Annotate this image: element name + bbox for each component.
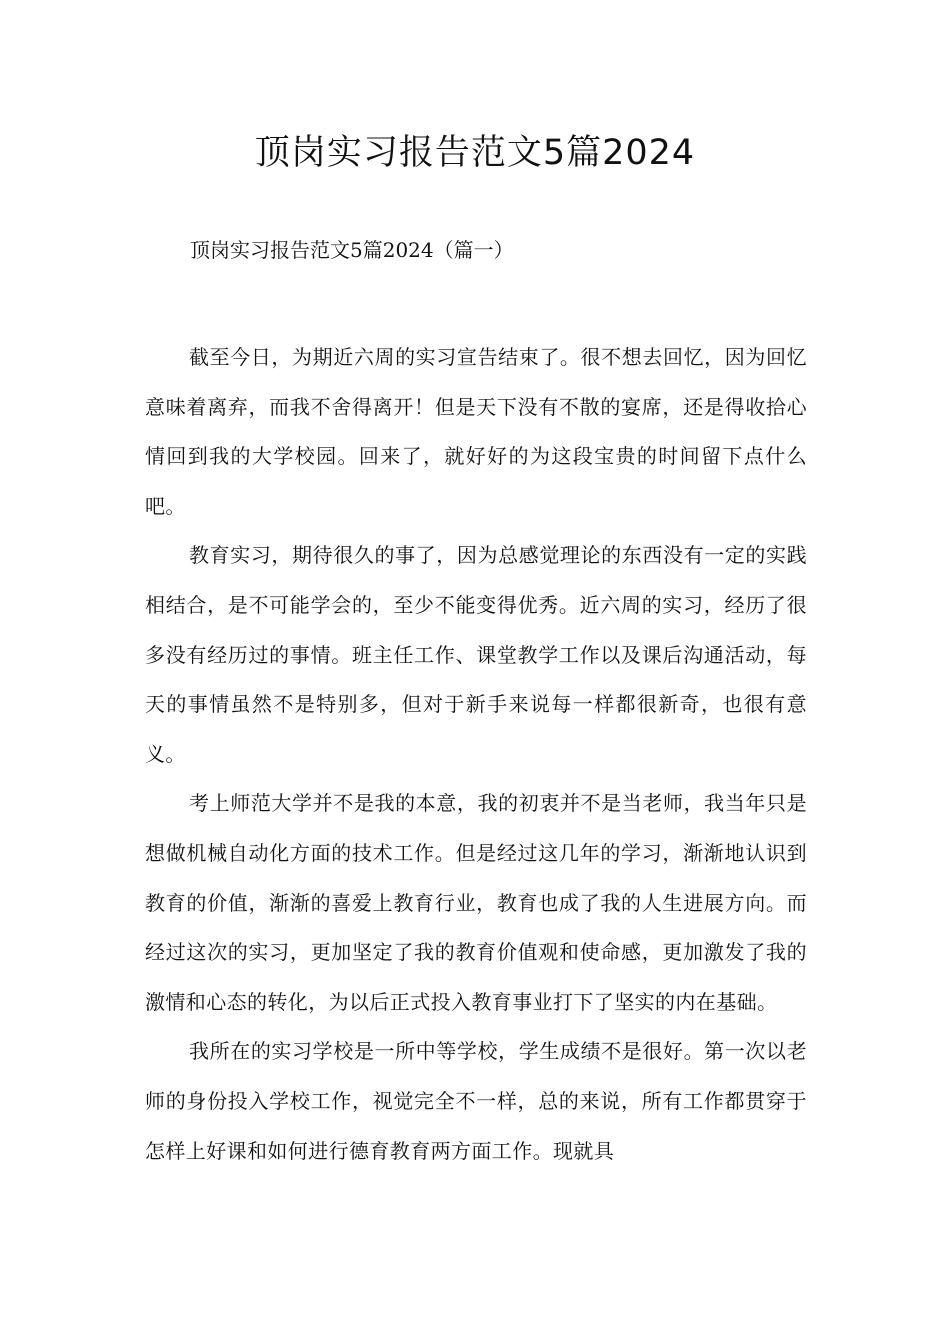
paragraph: 考上师范大学并不是我的本意，我的初衷并不是当老师，我当年只是想做机械自动化方面的技术工作。但是经过这几年的学习，渐渐地认识到教育的价值，渐渐的喜爱上教育行业，教育也成了我的人生进展方向。而经过这次的实习，更加坚定了我的教育价值观和使命感，更加激发了我的激情和心态的转化，为以后正式投入教育事业打下了坚实的内在基础。 — [145, 791, 807, 1014]
document-title: 顶岗实习报告范文5篇2024 — [254, 133, 696, 173]
paragraph: 我所在的实习学校是一所中等学校，学生成绩不是很好。第一次以老师的身份投入学校工作，视觉完全不一样，总的来说，所有工作都贯穿于怎样上好课和如何进行德育教育两方面工作。现就具 — [145, 1039, 807, 1163]
document-body — [145, 333, 807, 1176]
section-title: 顶岗实习报告范文5篇2024（篇一） — [190, 238, 514, 262]
paragraph: 教育实习，期待很久的事了，因为总感觉理论的东西没有一定的实践相结合，是不可能学会的，至少不能变得优秀。近六周的实习，经历了很多没有经历过的事情。班主任工作、课堂教学工作以及课后沟通活动，每天的事情虽然不是特别多，但对于新手来说每一样都很新奇，也很有意义。 — [145, 543, 807, 766]
paragraph: 截至今日，为期近六周的实习宣告结束了。很不想去回忆，因为回忆意味着离弃，而我不舍得离开！但是天下没有不散的宴席，还是得收拾心情回到我的大学校园。回来了，就好好的为这段宝贵的时间留下点什么吧。 — [145, 345, 807, 518]
